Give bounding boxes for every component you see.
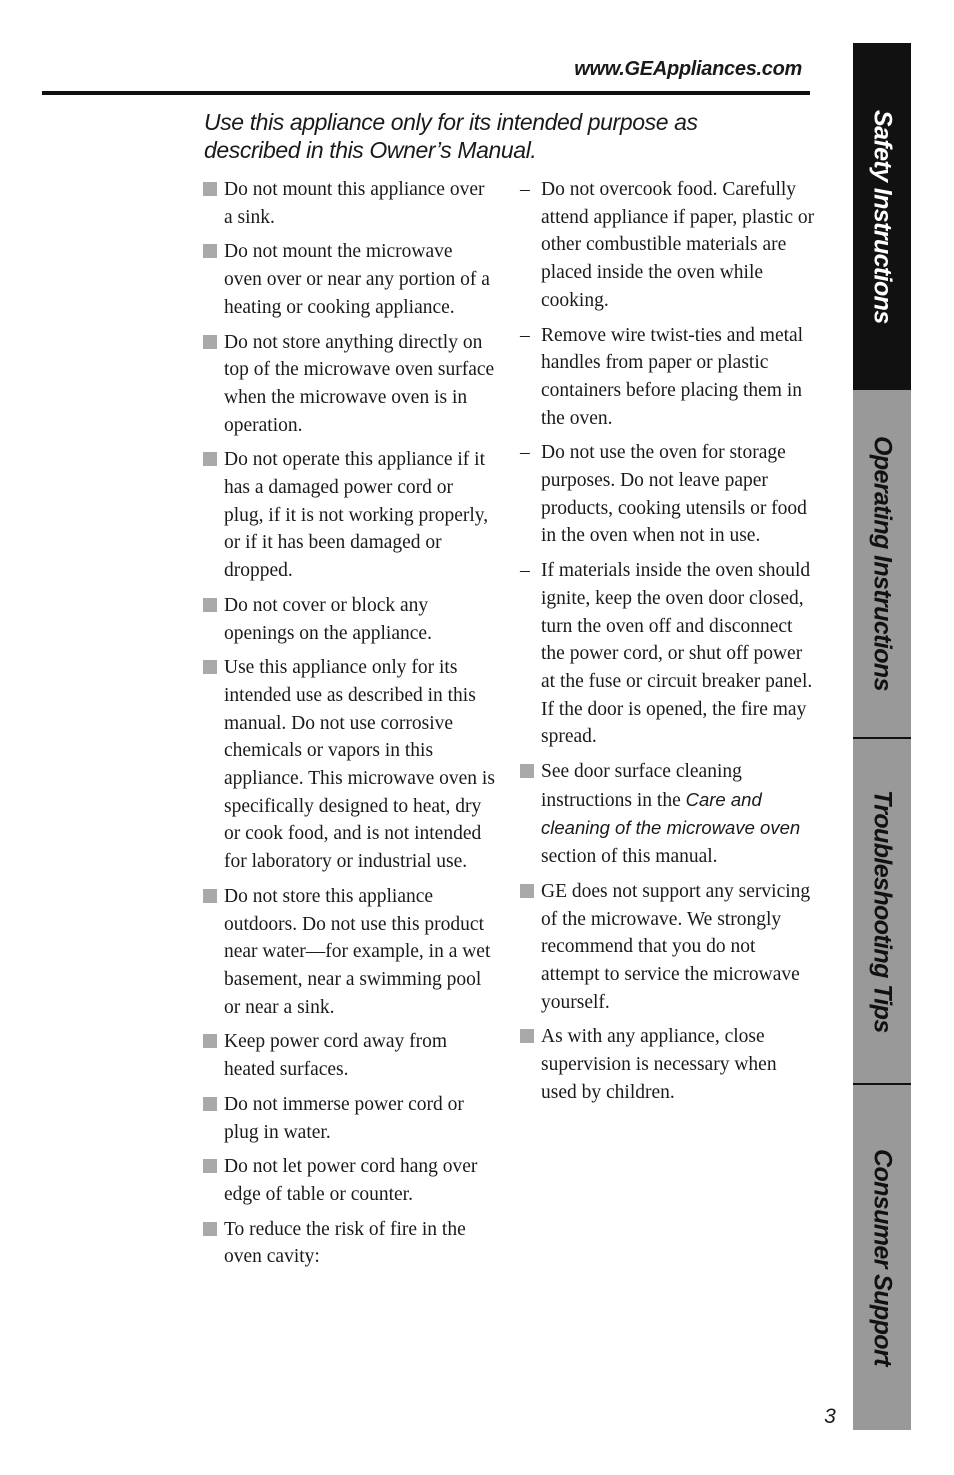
list-item <box>520 1023 816 1106</box>
square-bullet-icon <box>203 660 217 674</box>
list-item-text: GE does not support any servicing of the microwave. We strongly recommend that you do not attempt to service the microwave yourself. <box>541 880 811 1013</box>
square-bullet-icon <box>203 598 217 612</box>
tab-label: Operating Instructions <box>868 436 897 691</box>
list-item-text: If materials inside the oven should ignite, keep the oven door closed, turn the oven off and disconnect the power cord, or shut off power at the fuse or circuit breaker panel. If the door is opened, the fire may spread. <box>541 560 813 748</box>
square-bullet-icon <box>203 889 217 903</box>
list-item-text: Do not overcook food. Carefully attend appliance if paper, plastic or other combustible materials are placed inside the oven while cooking. <box>541 179 815 311</box>
list-item-text: Do not use the oven for storage purposes. Do not leave paper products, cooking utensils or food in the oven when not in use. <box>541 442 807 547</box>
tab-operating-instructions[interactable] <box>853 390 911 737</box>
list-item-text: Do not store anything directly on top of the microwave oven surface when the microwave oven is in operation. <box>224 331 495 436</box>
list-item-text: Do not cover or block any openings on the appliance. <box>224 594 432 644</box>
list-item-text: To reduce the risk of fire in the oven cavity: <box>224 1218 466 1268</box>
dash-bullet-icon: – <box>520 442 530 464</box>
list-item <box>203 238 495 321</box>
tab-consumer-support[interactable] <box>853 1085 911 1430</box>
section-tabs <box>853 43 911 1430</box>
tab-safety-instructions[interactable] <box>853 43 911 390</box>
dash-bullet-icon: – <box>520 324 530 346</box>
intro-line-1: Use this appliance only for its intended purpose as <box>204 109 698 135</box>
list-item-text: As with any appliance, close supervision is necessary when used by children. <box>541 1026 777 1103</box>
list-item-text-before: See door surface cleaning instructions in the <box>541 761 742 811</box>
sub-list-item <box>520 176 816 315</box>
list-item-text: Do not immerse power cord or plug in water. <box>224 1093 464 1143</box>
list-item-text: Do not mount this appliance over a sink. <box>224 179 485 228</box>
list-item <box>203 1216 495 1271</box>
site-url[interactable]: www.GEAppliances.com <box>574 58 802 80</box>
dash-bullet-icon: – <box>520 560 530 582</box>
list-item <box>203 446 495 585</box>
sub-list-item <box>520 322 816 433</box>
header-rule <box>42 91 810 95</box>
square-bullet-icon <box>520 764 534 778</box>
tab-label: Consumer Support <box>868 1149 897 1366</box>
tab-label: Safety Instructions <box>868 109 897 324</box>
sub-list-item <box>520 557 816 751</box>
tab-troubleshooting-tips[interactable] <box>853 739 911 1083</box>
list-item-text: Remove wire twist-ties and metal handles from paper or plastic containers before placing them in the oven. <box>541 324 804 429</box>
square-bullet-icon <box>203 1222 217 1236</box>
list-item-text-after: section of this manual. <box>541 846 718 868</box>
list-item <box>203 1091 495 1146</box>
intro-line-2: described in this Owner’s Manual. <box>204 137 537 163</box>
square-bullet-icon <box>203 244 217 258</box>
list-item-text: Do not let power cord hang over edge of table or counter. <box>224 1156 478 1205</box>
tab-label: Troubleshooting Tips <box>868 789 897 1033</box>
dash-bullet-icon: – <box>520 179 530 200</box>
page-number: 3 <box>824 1405 836 1428</box>
section-reference: Care and cleaning of the microwave oven <box>541 788 801 839</box>
square-bullet-icon <box>520 884 534 898</box>
square-bullet-icon <box>520 1029 534 1043</box>
list-item <box>203 592 495 647</box>
list-item-text: Do not operate this appliance if it has a damaged power cord or plug, if it is not working properly, or if it has been damaged or dropped. <box>224 449 489 582</box>
square-bullet-icon <box>203 452 217 466</box>
list-item <box>203 1153 495 1208</box>
square-bullet-icon <box>203 1159 217 1173</box>
list-item <box>203 883 495 1022</box>
list-item <box>520 878 816 1017</box>
intro-heading <box>204 108 764 164</box>
list-item <box>203 654 495 876</box>
list-item-text: Keep power cord away from heated surfaces. <box>224 1031 448 1081</box>
list-item <box>203 176 495 231</box>
list-item <box>203 329 495 440</box>
square-bullet-icon <box>203 182 217 196</box>
square-bullet-icon <box>203 1097 217 1111</box>
left-column <box>203 176 495 1278</box>
list-item-text: Do not store this appliance outdoors. Do not use this product near water—for example, in a wet basement, near a swimming pool or near a sink. <box>224 885 491 1018</box>
list-item <box>203 1028 495 1083</box>
square-bullet-icon <box>203 1034 217 1048</box>
list-item <box>520 758 816 871</box>
right-column <box>520 176 816 1114</box>
sub-list-item <box>520 439 816 550</box>
list-item-text: Use this appliance only for its intended use as described in this manual. Do not use corrosive chemicals or vapors in this appliance. This microwave oven is specifically designed to heat, dry or cook food, and is not intended for laboratory or industrial use. <box>224 657 495 873</box>
list-item-text: Do not mount the microwave oven over or near any portion of a heating or cooking appliance. <box>224 241 490 318</box>
square-bullet-icon <box>203 335 217 349</box>
